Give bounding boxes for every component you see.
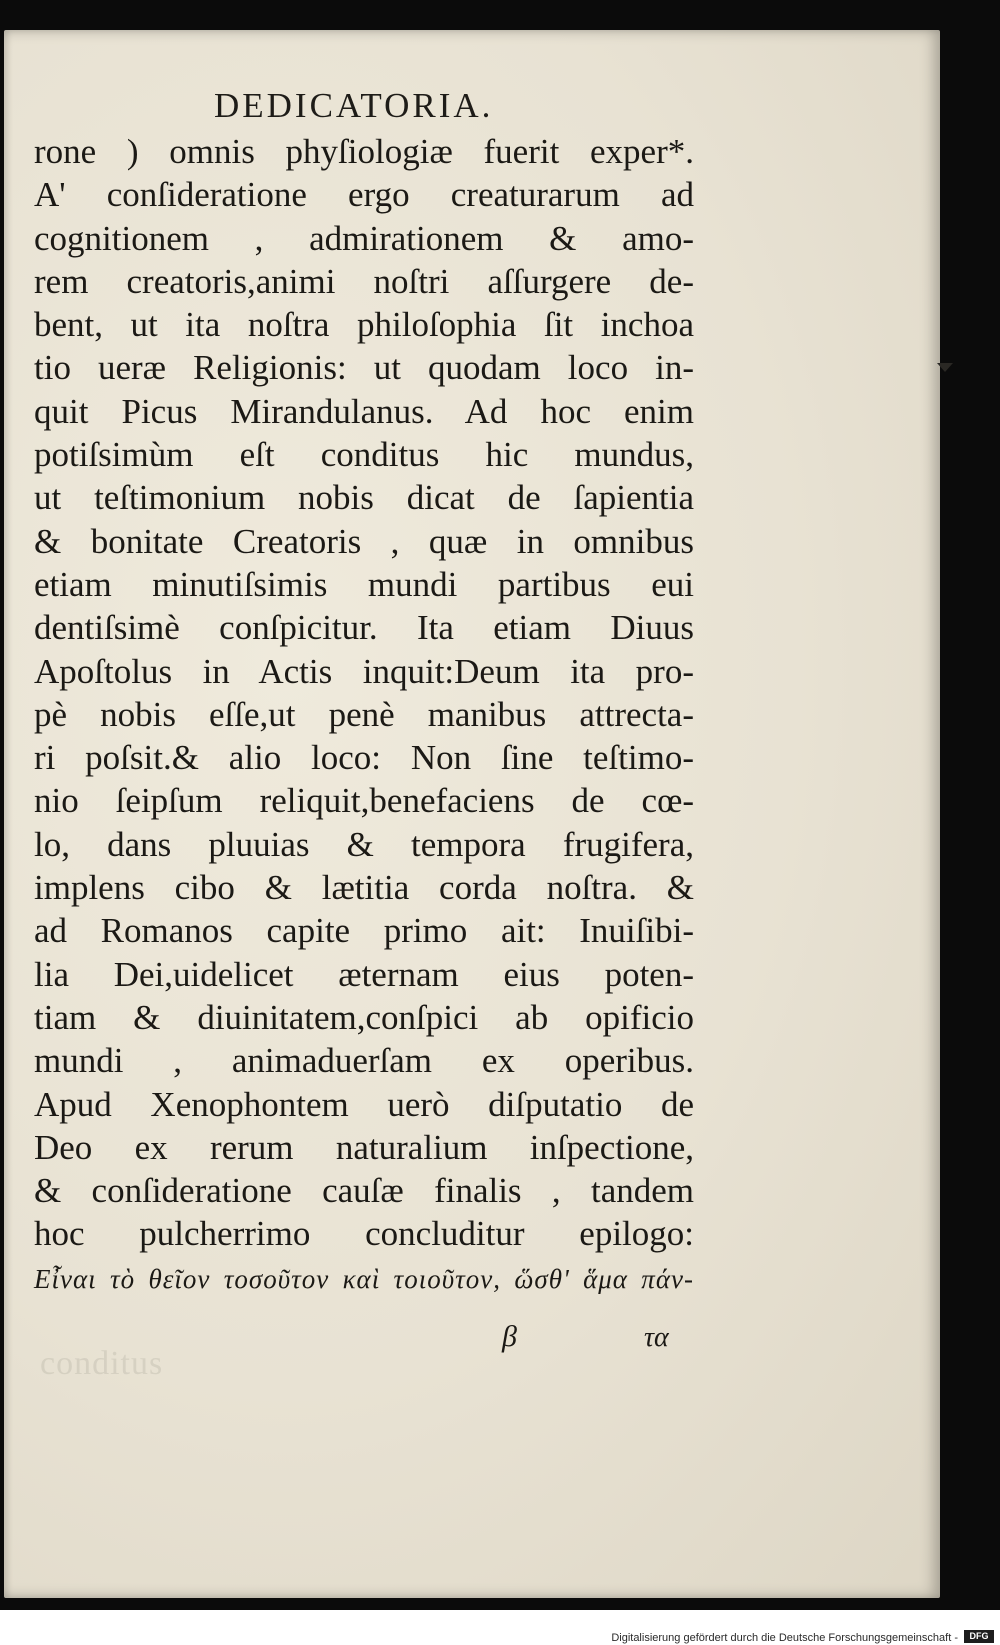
text-line: rone ) omnis phyſiologiæ fuerit exper*. [34, 132, 694, 171]
body-text [34, 130, 694, 1301]
text-line: A' conſideratione ergo creaturarum ad [34, 175, 694, 215]
dfg-logo: DFG [964, 1630, 994, 1643]
signature-mark: β [502, 1320, 517, 1353]
text-line: dentiſsimè conſpicitur. Ita etiam Diuus [34, 608, 694, 648]
greek-text-line: Εἶναι τὸ θεῖον τοσοῦτον καὶ τοιοῦτον, ὥσθ' ἅμα πάν- [34, 1263, 694, 1294]
book-page [4, 30, 940, 1598]
text-line: mundi , animaduerſam ex operibus. [34, 1041, 694, 1081]
catchword: τα [644, 1322, 669, 1353]
text-line: tio ueræ Religionis: ut quodam loco in- [34, 348, 694, 388]
text-line: quit Picus Mirandulanus. Ad hoc enim [34, 391, 694, 431]
text-line: pè nobis eſſe,ut penè manibus attrecta- [34, 694, 694, 734]
bleed-through-text: conditus [40, 1345, 164, 1382]
text-line: ad Romanos capite primo ait: Inuiſibi- [34, 911, 694, 951]
text-line: & bonitate Creatoris , quæ in omnibus [34, 521, 694, 561]
page-edge-mark [937, 363, 953, 372]
footer-credit: Digitalisierung gefördert durch die Deutsche Forschungsgemeinschaft - [611, 1632, 958, 1644]
text-line: tiam & diuinitatem,conſpici ab opificio [34, 997, 694, 1037]
text-line: & conſideratione cauſæ finalis , tandem [34, 1171, 694, 1211]
text-line: Deo ex rerum naturalium inſpectione, [34, 1127, 694, 1167]
running-head: DEDICATORIA. [214, 86, 494, 125]
text-line: potiſsimùm eſt conditus hic mundus, [34, 435, 694, 475]
text-line: implens cibo & lætitia corda noſtra. & [34, 868, 694, 908]
text-line: cognitionem , admirationem & amo- [34, 218, 694, 258]
text-line: ut teſtimonium nobis dicat de ſapientia [34, 478, 694, 518]
text-line: rem creatoris,animi noſtri aſſurgere de- [34, 261, 694, 301]
text-line: ri poſsit.& alio loco: Non ſine teſtimo- [34, 738, 694, 778]
text-line: hoc pulcherrimo concluditur epilogo: [34, 1214, 694, 1254]
text-line: bent, ut ita noſtra philoſophia ſit inchoa [34, 305, 694, 345]
text-line: nio ſeipſum reliquit,benefaciens de cœ- [34, 781, 694, 821]
text-line: etiam minutiſsimis mundi partibus eui [34, 564, 694, 604]
text-line: lo, dans pluuias & tempora frugifera, [34, 824, 694, 864]
text-line: Apud Xenophontem uerò diſputatio de [34, 1084, 694, 1124]
text-line: lia Dei,uidelicet æternam eius poten- [34, 954, 694, 994]
text-line: Apoſtolus in Actis inquit:Deum ita pro- [34, 651, 694, 691]
